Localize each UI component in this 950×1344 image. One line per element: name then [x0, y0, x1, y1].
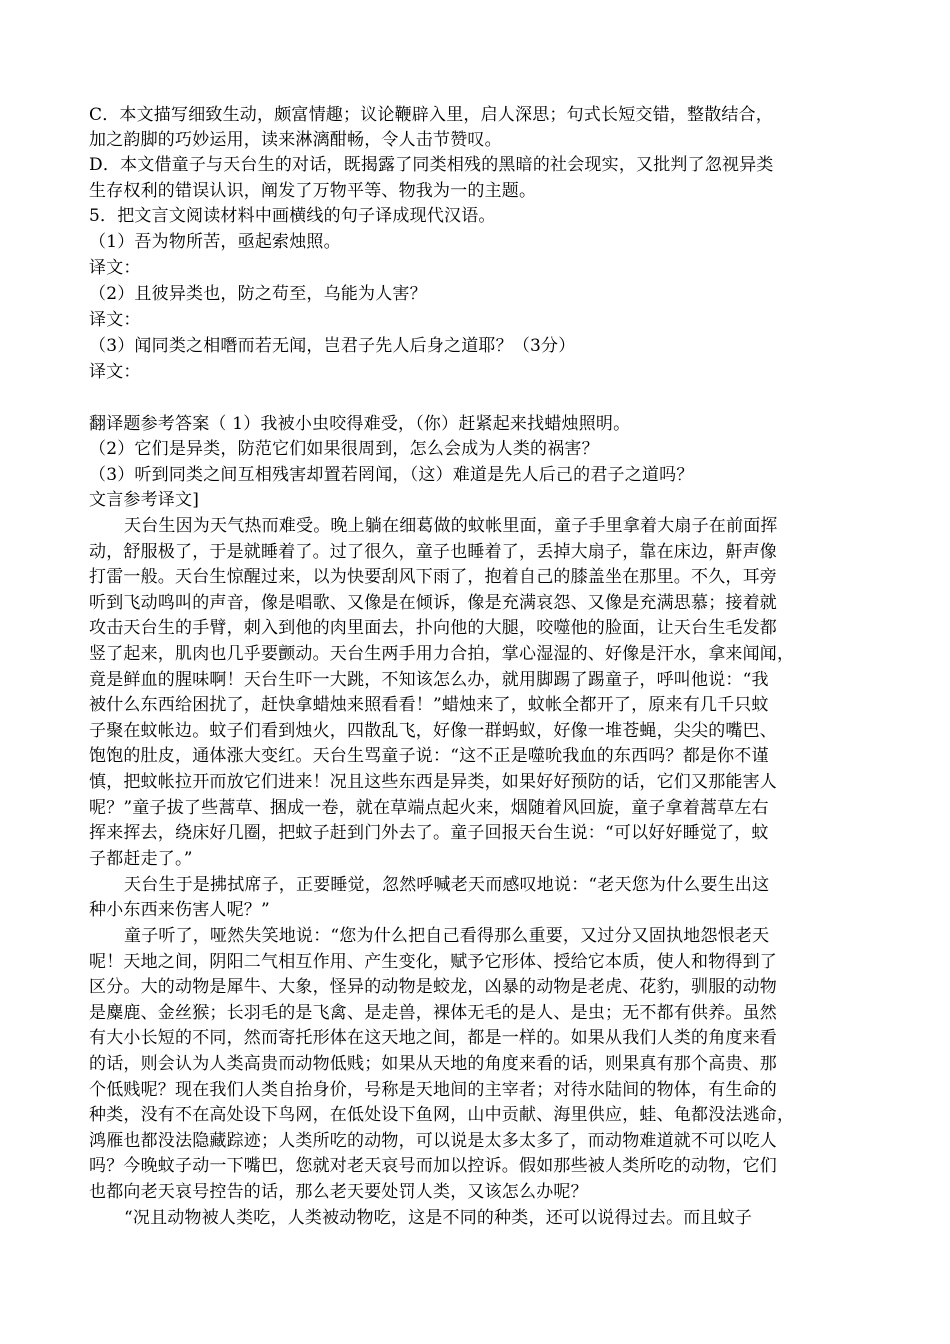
- translation-label-1: 译文：: [89, 258, 141, 278]
- paragraph-3-line: 个低贱呢？现在我们人类自抬身价，号称是天地间的主宰者；对待水陆间的物体，有生命的: [89, 1080, 777, 1100]
- paragraph-1-line: 动，舒服极了，于是就睡着了。过了很久，童子也睡着了，丢掉大扇子，靠在床边，鼾声像: [89, 542, 777, 562]
- paragraph-1-line: 竟是鲜血的腥味啊！天台生吓一大跳，不知该怎么办，就用脚踢了踢童子，呼叫他说：“我: [89, 670, 769, 690]
- paragraph-3-line: 区分。大的动物是犀牛、大象，怪异的动物是蛟龙，凶暴的动物是老虎、花豹，驯服的动物: [89, 977, 777, 997]
- translation-label-2: 译文：: [89, 310, 141, 330]
- answer-key-line-1: 翻译题参考答案（ 1）我被小虫咬得难受，（你）赶紧起来找蜡烛照明。: [89, 414, 631, 434]
- paragraph-1-line: 子聚在蚊帐边。蚊子们看到烛火，四散乱飞，好像一群蚂蚁，好像一堆苍蝇，尖尖的嘴巴、: [89, 721, 777, 741]
- paragraph-1-line: 呢？”童子拔了些蒿草、捆成一卷，就在草端点起火来，烟随着风回旋，童子拿着蒿草左右: [89, 798, 769, 818]
- paragraph-3-line: 鸿雁也都没法隐藏踪迹；人类所吃的动物，可以说是太多太多了，而动物难道就不可以吃人: [89, 1131, 777, 1151]
- translation-label-3: 译文：: [89, 362, 141, 382]
- paragraph-3-line: 是麋鹿、金丝猴；长羽毛的是飞禽、是走兽，裸体无毛的是人、是虫；无不都有供养。虽然: [89, 1003, 777, 1023]
- paragraph-3-line: 有大小长短的不同，然而寄托形体在这天地之间，都是一样的。如果从我们人类的角度来看: [89, 1028, 777, 1048]
- reference-translation-heading: 文言参考译文]: [89, 490, 200, 510]
- paragraph-4-line: “况且动物被人类吃，人类被动物吃，这是不同的种类，还可以说得过去。而且蚊子: [124, 1208, 753, 1228]
- option-d-line-1: D．本文借童子与天台生的对话，既揭露了同类相残的黑暗的社会现实，又批判了忽视异类: [89, 155, 774, 175]
- option-c-line-2: 加之韵脚的巧妙运用，读来淋漓酣畅，令人击节赞叹。: [89, 130, 502, 150]
- paragraph-2-line: 天台生于是拂拭席子，正要睡觉，忽然呼喊老天而感叹地说：“老天您为什么要生出这: [124, 875, 770, 895]
- question-5-item-1: （1）吾为物所苦，亟起索烛照。: [89, 232, 341, 252]
- option-c-line-1: C．本文描写细致生动，颇富情趣；议论鞭辟入里，启人深思；句式长短交错，整散结合，: [89, 105, 774, 125]
- paragraph-1-line: 竖了起来，肌肉也几乎要颤动。天台生两手用力合拍，掌心湿湿的、好像是汗水，拿来闻闻，: [89, 644, 795, 664]
- paragraph-1-line: 子都赶走了。”: [89, 849, 193, 869]
- paragraph-2-line: 种小东西来伤害人呢？”: [89, 900, 270, 920]
- answer-key-line-2: （2）它们是异类，防范它们如果很周到，怎么会成为人类的祸害？: [89, 439, 599, 459]
- paragraph-1-line: 打雷一般。天台生惊醒过来，以为快要刮风下雨了，抱着自己的膝盖坐在那里。不久，耳旁: [89, 567, 777, 587]
- paragraph-3-line: 吗？今晚蚊子动一下嘴巴，您就对老天哀号而加以控诉。假如那些被人类所吃的动物，它们: [89, 1156, 777, 1176]
- paragraph-1-line: 天台生因为天气热而难受。晚上躺在细葛做的蚊帐里面，童子手里拿着大扇子在前面挥: [124, 516, 778, 536]
- paragraph-1-line: 挥来挥去，绕床好几圈，把蚊子赶到门外去了。童子回报天台生说：“可以好好睡觉了，蚊: [89, 823, 769, 843]
- paragraph-3-line: 的话，则会认为人类高贵而动物低贱；如果从天地的角度来看的话，则果真有那个高贵、那: [89, 1054, 777, 1074]
- paragraph-1-line: 听到飞动鸣叫的声音，像是唱歌、又像是在倾诉，像是充满哀怨、又像是充满思慕；接着就: [89, 593, 777, 613]
- option-d-line-2: 生存权利的错误认识，阐发了万物平等、物我为一的主题。: [89, 181, 537, 201]
- paragraph-3-line: 呢！天地之间，阴阳二气相互作用、产生变化，赋予它形体、授给它本质，使人和物得到了: [89, 952, 777, 972]
- question-5-item-3: （3）闻同类之相噆而若无闻，岂君子先人后身之道耶？（3分）: [89, 336, 576, 356]
- question-5-item-2: （2）且彼异类也，防之苟至，乌能为人害？: [89, 284, 427, 304]
- paragraph-1-line: 被什么东西给困扰了，赶快拿蜡烛来照看看！”蜡烛来了，蚊帐全都开了，原来有几千只蚊: [89, 695, 769, 715]
- answer-key-line-3: （3）听到同类之间互相残害却置若罔闻，（这）难道是先人后己的君子之道吗？: [89, 465, 694, 485]
- paragraph-3-line: 童子听了，哑然失笑地说：“您为什么把自己看得那么重要，又过分又固执地怨恨老天: [124, 926, 770, 946]
- question-5-heading: 5．把文言文阅读材料中画横线的句子译成现代汉语。: [89, 206, 496, 226]
- paragraph-3-line: 也都向老天哀号控告的话，那么老天要处罚人类，又该怎么办呢？: [89, 1182, 588, 1202]
- paragraph-3-line: 种类，没有不在高处设下鸟网，在低处设下鱼网，山中贡献、海里供应，蛙、龟都没法逃命，: [89, 1105, 795, 1125]
- paragraph-1-line: 攻击天台生的手臂，刺入到他的肉里面去，扑向他的大腿，咬噬他的脸面，让天台生毛发都: [89, 618, 777, 638]
- paragraph-1-line: 饱饱的肚皮，通体涨大变红。天台生骂童子说：“这不正是噬吮我血的东西吗？都是你不谨: [89, 746, 769, 766]
- paragraph-1-line: 慎，把蚊帐拉开而放它们进来！况且这些东西是异类，如果好好预防的话，它们又那能害人: [89, 772, 777, 792]
